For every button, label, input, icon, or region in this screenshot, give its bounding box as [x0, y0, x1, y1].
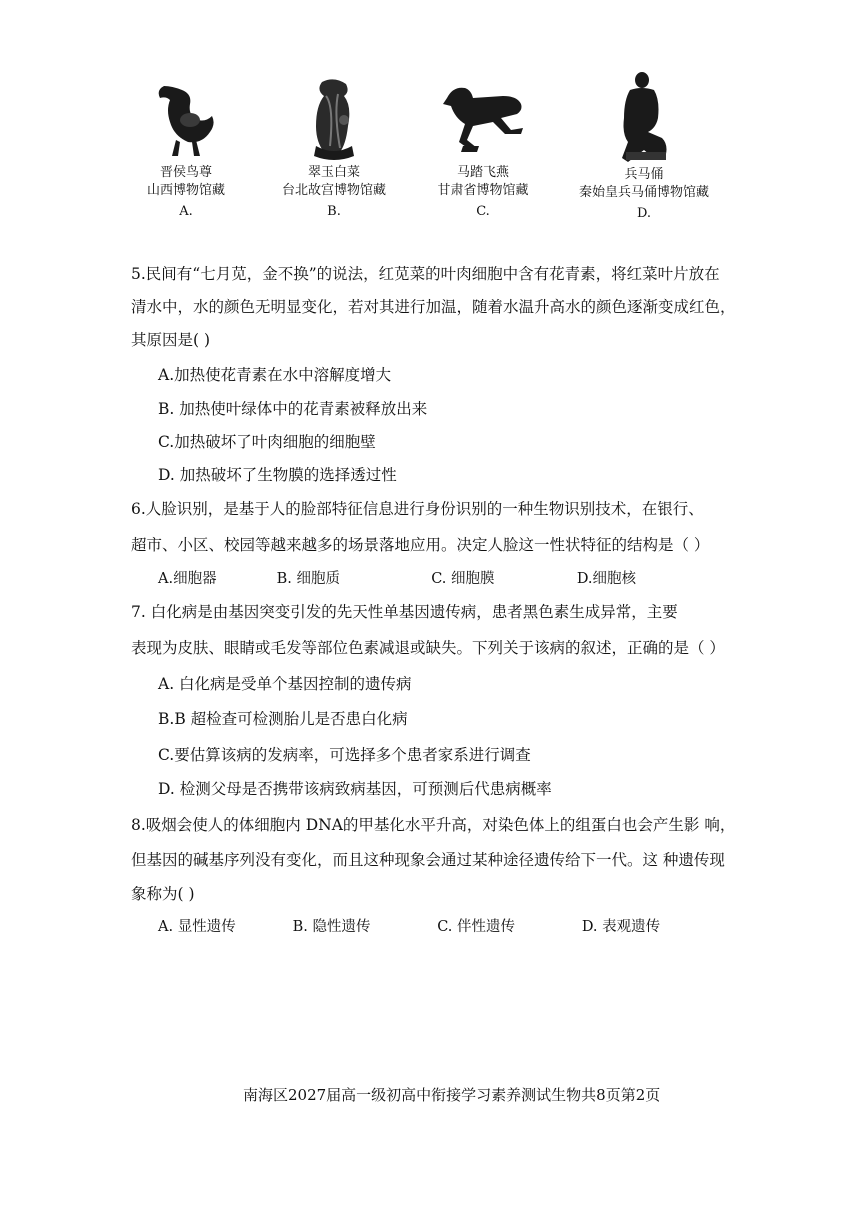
- q6-option-a[interactable]: A.细胞器: [158, 571, 217, 587]
- terracotta-warrior-icon: [604, 70, 684, 166]
- q8-option-d[interactable]: D. 表观遗传: [581, 919, 661, 935]
- artifact-b-museum: 台北故宫博物馆藏: [281, 183, 386, 198]
- q5-line-1: 5.民间有“七月苋，金不换”的说法，红苋菜的叶肉细胞中含有花青素，将红菜叶片放在: [131, 265, 720, 283]
- q8-options: [158, 915, 660, 936]
- q7-option-d[interactable]: D. 检测父母是否携带该病致病基因，可预测后代患病概率: [158, 780, 552, 798]
- q6-option-b[interactable]: B. 细胞质: [276, 571, 340, 587]
- q8-line-1: 8.吸烟会使人的体细胞内 DNA的甲基化水平升高，对染色体上的组蛋白也会产生影 响，: [131, 816, 736, 834]
- q6-option-c[interactable]: C. 细胞膜: [431, 571, 495, 587]
- artifact-c-museum: 甘肃省博物馆藏: [437, 183, 529, 198]
- option-letter-c: C.: [476, 204, 490, 219]
- galloping-horse-icon: [433, 76, 533, 164]
- q8-line-2: 但基因的碱基序列没有变化，而且这种现象会通过某种途径遗传给下一代。这 种遗传现: [131, 851, 725, 869]
- q6-option-d[interactable]: D.细胞核: [576, 571, 637, 587]
- option-letter-b: B.: [327, 204, 341, 219]
- q5-option-b[interactable]: B. 加热使叶绿体中的花青素被释放出来: [158, 400, 428, 418]
- artifact-d-name: 兵马俑: [624, 167, 664, 182]
- q5-line-3: 其原因是( ): [131, 331, 211, 349]
- q6-line-1: 6.人脸识别，是基于人的脸部特征信息进行身份识别的一种生物识别技术，在银行、: [131, 500, 704, 518]
- q6-line-2: 超市、小区、校园等越来越多的场景落地应用。决定人脸这一性状特征的结构是（ ）: [131, 536, 710, 554]
- bird-vessel-icon: [146, 76, 226, 164]
- q7-option-a[interactable]: A. 白化病是受单个基因控制的遗传病: [158, 675, 412, 693]
- artifact-a-name: 晋侯鸟尊: [159, 165, 212, 180]
- q5-line-2: 清水中，水的颜色无明显变化，若对其进行加温，随着水温升高水的颜色逐渐变成红色，: [131, 298, 736, 316]
- q7-line-1: 7. 白化病是由基因突变引发的先天性单基因遗传病，患者黑色素生成异常，主要: [131, 603, 678, 621]
- option-letter-a: A.: [179, 204, 193, 219]
- jade-cabbage-icon: [294, 76, 374, 164]
- q7-line-2: 表现为皮肤、眼睛或毛发等部位色素减退或缺失。下列关于该病的叙述，正确的是（ ）: [131, 639, 725, 657]
- option-letter-d: D.: [636, 206, 652, 221]
- artifact-d-museum: 秦始皇兵马俑博物馆藏: [578, 185, 709, 200]
- artifact-a-museum: 山西博物馆藏: [146, 183, 225, 198]
- q5-option-a[interactable]: A.加热使花青素在水中溶解度增大: [158, 366, 392, 384]
- q8-option-b[interactable]: B. 隐性遗传: [292, 919, 371, 935]
- q8-option-c[interactable]: C. 伴性遗传: [437, 919, 516, 935]
- artifact-b-name: 翠玉白菜: [307, 165, 360, 180]
- q7-option-c[interactable]: C.要估算该病的发病率，可选择多个患者家系进行调查: [158, 746, 531, 764]
- q7-option-b[interactable]: B.B 超检查可检测胎儿是否患白化病: [158, 710, 408, 728]
- q5-option-d[interactable]: D. 加热破坏了生物膜的选择透过性: [158, 466, 397, 484]
- q5-option-c[interactable]: C.加热破坏了叶肉细胞的细胞壁: [158, 433, 376, 451]
- page-footer: 南海区2027届高一级初高中衔接学习素养测试生物共8页第2页: [243, 1086, 661, 1104]
- q8-option-a[interactable]: A. 显性遗传: [158, 919, 236, 935]
- q6-options: [158, 567, 636, 588]
- artifact-c-name: 马踏飞燕: [456, 165, 509, 180]
- q8-line-3: 象称为( ): [131, 885, 195, 903]
- artifact-d: [544, 70, 744, 221]
